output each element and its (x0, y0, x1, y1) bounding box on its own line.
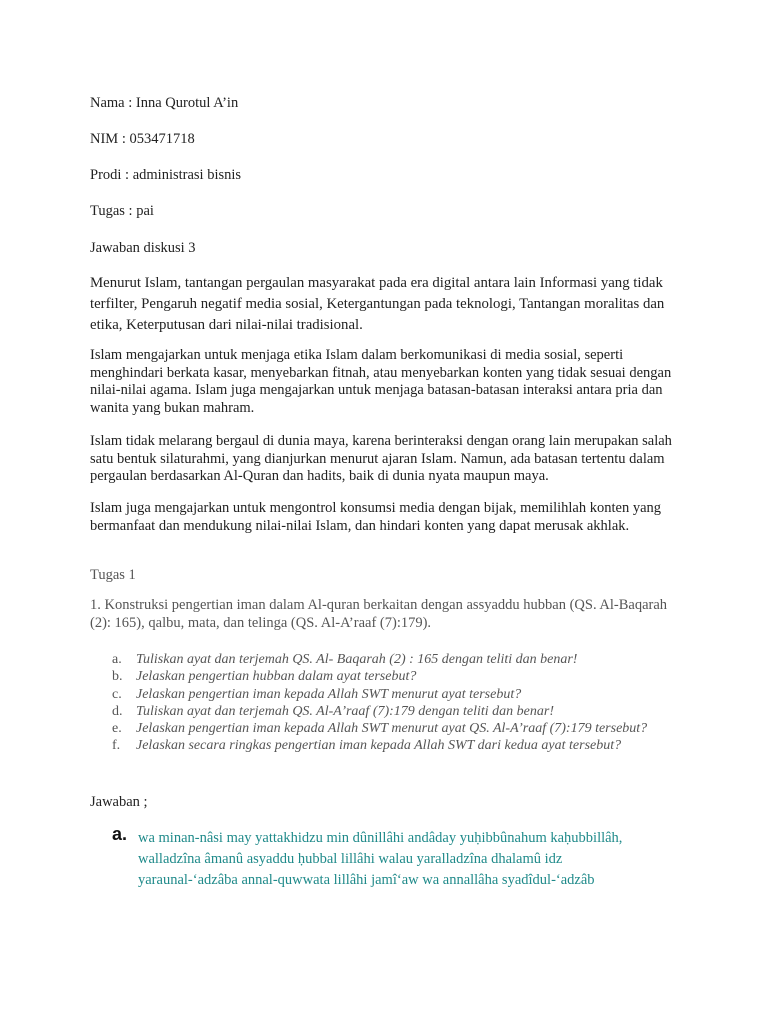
paragraph-2: Islam mengajarkan untuk menjaga etika Islam dalam berkomunikasi di media sosial, seperti menghindari berkata kasar, menyebarkan fitnah, atau menyebarkan konten yang tidak sesuai dengan nilai-nilai agama. Islam juga mengajarkan untuk menjaga batasan-batasan interaksi antara pria dan wanita yang bukan mahram. (90, 347, 672, 416)
paragraph-1: Menurut Islam, tantangan pergaulan masyarakat pada era digital antara lain Informasi yang tidak terfilter, Pengaruh negatif media sosial, Ketergantungan pada teknologi, Tantangan moralitas dan etika, Keterputusan dari nilai-nilai tradisional. (90, 275, 665, 333)
section-title: Jawaban diskusi 3 (90, 240, 196, 256)
list-item: a. Tuliskan ayat dan terjemah QS. Al- Baqarah (2) : 165 dengan teliti dan benar! (112, 652, 578, 667)
transliteration-line: yaraunal-‘adzâba annal-quwwata lillâhi jamî‘aw wa annallâha syadîdul-‘adzâb (138, 872, 595, 888)
list-item: b. Jelaskan pengertian hubban dalam ayat tersebut? (112, 669, 417, 685)
list-item: f. Jelaskan secara ringkas pengertian iman kepada Allah SWT dari kedua ayat tersebut? (112, 738, 622, 754)
list-marker: b. (112, 669, 123, 685)
study-program: Prodi : administrasi bisnis (90, 167, 242, 183)
paragraph-3: Islam tidak melarang bergaul di dunia maya, karena berinteraksi dengan orang lain merupakan salah satu bentuk silaturahmi, yang dianjurkan menurut ajaran Islam. Namun, ada batasan tertentu dalam pergaulan berdasarkan Al-Quran dan hadits, baik di dunia nyata maupun maya. (90, 433, 672, 484)
list-item: d. Tuliskan ayat dan terjemah QS. Al-A’raaf (7):179 dengan teliti dan benar! (112, 703, 555, 719)
answer-marker: a. (112, 824, 128, 844)
list-marker: d. (112, 703, 123, 719)
tugas1-intro: 1. Konstruksi pengertian iman dalam Al-quran berkaitan dengan assyaddu hubban (QS. Al-Baqarah (2): 165), qalbu, mata, dan telinga (QS. Al-A’raaf (7):179). (90, 597, 668, 631)
list-marker: e. (112, 721, 122, 737)
question-list (90, 651, 680, 755)
list-item: c. Jelaskan pengertian iman kepada Allah SWT menurut ayat tersebut? (112, 686, 522, 702)
transliteration-text (138, 828, 678, 891)
tugas1-title: Tugas 1 (90, 567, 136, 583)
student-nim: NIM : 053471718 (90, 131, 195, 147)
transliteration-line: wa minan-nâsi may yattakhidzu min dûnillâhi andâday yuḥibbûnahum kaḥubbillâh, (138, 830, 623, 846)
assignment-subject: Tugas : pai (90, 203, 154, 219)
list-item: e. Jelaskan pengertian iman kepada Allah SWT menurut ayat QS. Al-A’raaf (7):179 tersebut? (112, 721, 648, 737)
answer-title: Jawaban ; (90, 794, 148, 810)
student-name: Nama : Inna Qurotul A’in (90, 95, 239, 111)
list-marker: f. (112, 738, 121, 754)
transliteration-line: walladzîna âmanû asyaddu ḥubbal lillâhi walau yaralladzîna dhalamû idz (138, 851, 563, 867)
list-marker: a. (112, 652, 122, 667)
paragraph-4: Islam juga mengajarkan untuk mengontrol konsumsi media dengan bijak, memilihlah konten yang bermanfaat dan mendukung nilai-nilai Islam, dan hindari konten yang dapat merusak akhlak. (90, 500, 662, 534)
list-marker: c. (112, 686, 122, 702)
